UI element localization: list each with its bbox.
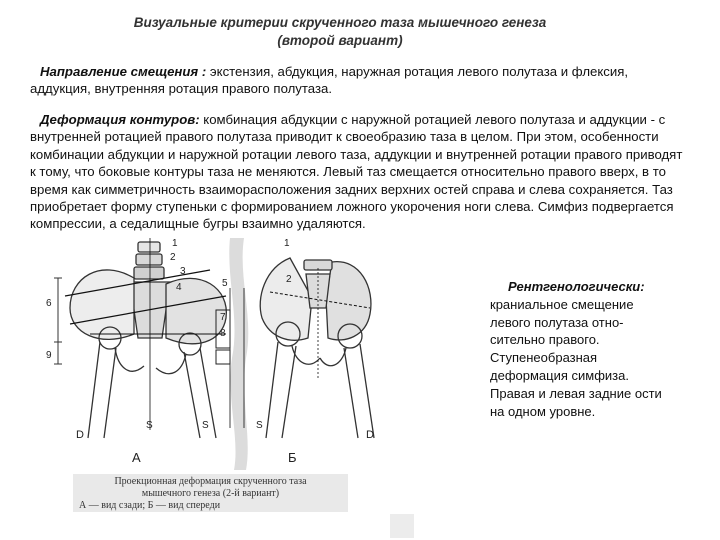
- caption-line-2: мышечного генеза (2-й вариант): [141, 488, 280, 499]
- direction-text: экстензия, абдукция, наружная ротация левого полутаза и флексия, аддукция, внутренняя ротация правого полутаза.: [30, 64, 629, 97]
- label-s-left-b: S: [202, 420, 209, 431]
- label-5: 5: [222, 278, 228, 289]
- direction-paragraph: [30, 63, 690, 98]
- right-femur: [184, 348, 216, 438]
- caption-legend: А — вид сзади; Б — вид спереди: [79, 500, 221, 511]
- sacrum-b: [306, 274, 330, 308]
- label-d-left: D: [76, 429, 84, 441]
- label-6: 6: [46, 298, 52, 309]
- right-ilium-b: [326, 262, 371, 340]
- vertebra-2: [136, 254, 162, 265]
- label-view-b: Б: [288, 450, 297, 465]
- soft-tissue-band: [229, 238, 248, 470]
- label-1b: 1: [284, 238, 290, 249]
- label-9: 9: [46, 350, 52, 361]
- page-title: [100, 14, 580, 50]
- title-line-2: (второй вариант): [277, 33, 403, 48]
- decorative-gray-square: [390, 514, 414, 538]
- left-iliac-wing: [70, 270, 134, 339]
- pelvis-diagram: [30, 238, 410, 470]
- xray-text: краниальное смещение левого полутаза отно-сительно правого. Ступенеобразная деформация симфиза. Правая и левая задние ости на одном уровне.: [490, 296, 662, 419]
- left-ilium-b: [260, 258, 312, 340]
- vertebra-3: [134, 267, 164, 279]
- title-line-1: Визуальные критерии скрученного таза мышечного генеза: [133, 15, 547, 30]
- deformation-paragraph: [30, 111, 690, 233]
- label-8: 8: [220, 328, 226, 339]
- figure-caption: [73, 474, 348, 512]
- label-view-a: А: [132, 450, 141, 465]
- pelvis-view-b: [260, 258, 374, 438]
- label-s-left-a: S: [146, 420, 153, 431]
- caption-line-1: Проекционная деформация скрученного таза: [114, 476, 307, 487]
- deformation-text: комбинация абдукции с наружной ротацией левого полутаза и аддукции - с внутренней ротацией правого полутаза приводит к своеобразию таза в целом. При этом, особенности комбинации абдукции и наружной ротации левого таза, аддукции и внутренней ротации правого приводят к тому, что боковые контуры таза не меняются. Левый таз смещается относительно правого вверх, в то время как симметричность взаиморасположения задних верхних остей справа и слева сохраняется. Таз приобретает форму ступеньки с формированием ложного укорочения ноги слева. Симфиз подвергается компрессии, а седалищные бугры взаимно удаляются.: [30, 112, 683, 232]
- vertebra-1: [138, 242, 160, 252]
- right-ischium: [156, 354, 186, 374]
- label-d-right: D: [366, 429, 374, 441]
- direction-lead: Направление смещения :: [40, 64, 207, 79]
- label-3: 3: [180, 266, 186, 277]
- pelvis-view-a: [54, 238, 226, 438]
- right-femur-b: [344, 344, 374, 438]
- label-7: 7: [220, 312, 226, 323]
- label-2: 2: [170, 252, 176, 263]
- deformation-lead: Деформация контуров:: [40, 112, 200, 127]
- label-2b: 2: [286, 274, 292, 285]
- label-s-right: S: [256, 420, 263, 431]
- xray-note: [490, 278, 675, 420]
- measure-box-small: [216, 350, 230, 364]
- label-4: 4: [176, 282, 182, 293]
- left-femur-b: [266, 342, 296, 438]
- left-femur: [88, 342, 116, 438]
- xray-lead: Рентгенологически:: [508, 279, 645, 294]
- label-1: 1: [172, 238, 178, 249]
- right-pubis-b: [320, 348, 346, 366]
- left-ischium: [115, 348, 144, 371]
